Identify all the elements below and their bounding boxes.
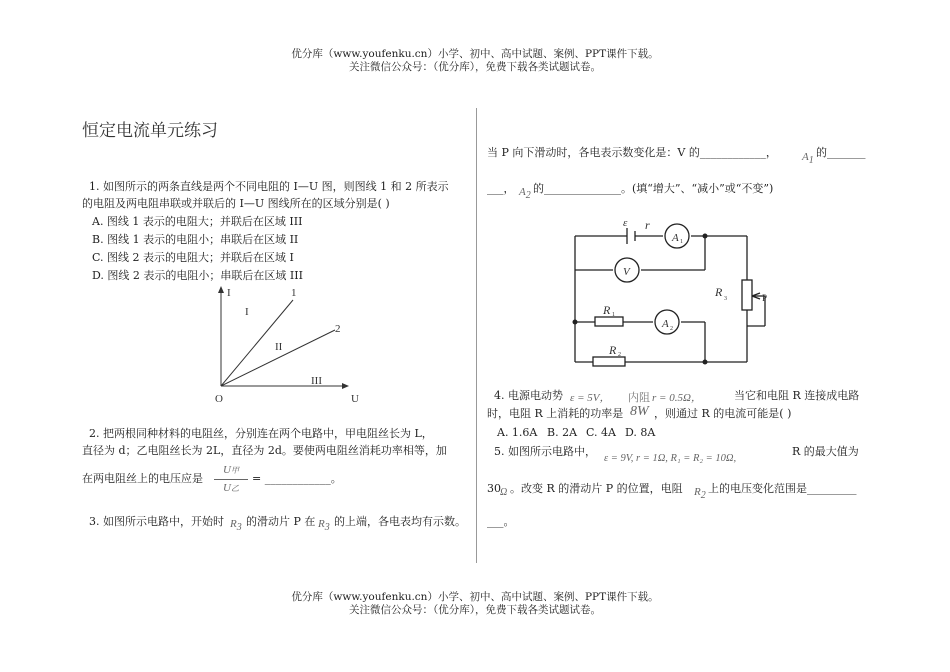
q1-option-a: A. 图线 1 表示的电阻大；并联后在区域 III — [92, 215, 303, 228]
graph-y-axis-label: I — [227, 287, 231, 299]
q5-r2-symbol: R — [694, 486, 701, 498]
circuit-r1-sub: 1 — [612, 312, 615, 318]
header-line-1: 优分库（www.youfenku.cn）小学、初中、高中试题、案例、PPT课件下载。 — [291, 48, 659, 60]
footer-line-2: 关注微信公众号：（优分库），免费下载各类试题试卷。 — [349, 604, 601, 616]
graph-line-1-label: 1 — [291, 287, 297, 299]
q5-given-values: ε = 9V, r = 1Ω, R₁ = R₂ = 10Ω, — [604, 453, 737, 464]
q4-line-2-post: ，则通过 R 的电流可能是( ) — [654, 407, 792, 420]
q3-a2-meter-ref — [519, 185, 531, 201]
q5-omega: Ω — [500, 487, 508, 498]
q5-line-3: ___。 — [487, 515, 515, 528]
circuit-r3-label: R — [715, 285, 723, 299]
q4-option-a: A. 1.6A — [497, 426, 538, 439]
q4-line-pre: 4. 电源电动势 — [494, 389, 563, 402]
q3-line-mid: 的滑动片 P 在 — [246, 515, 316, 528]
q4-line-2-pre: 时，电阻 R 上消耗的功率是 — [487, 407, 624, 420]
circuit-a1-sub: 1 — [680, 239, 683, 245]
q2-frac-num-sub: 甲 — [230, 466, 239, 475]
q2-frac-num: U — [223, 464, 231, 476]
q5-line-pre: 5. 如图所示电路中， — [494, 445, 596, 458]
q2-frac-den: U — [223, 482, 231, 494]
graph-region-2-label: II — [275, 341, 283, 353]
graph-x-axis-label: U — [351, 393, 359, 405]
circuit-r-label: r — [645, 218, 650, 232]
q4-power-value: 8W — [630, 404, 649, 419]
q4-emf-value: ε = 5V， — [570, 392, 611, 404]
graph-region-1-label: I — [245, 306, 249, 318]
column-divider — [476, 108, 477, 563]
q3-a2-symbol: A — [519, 186, 526, 198]
circuit-r2-sub: 2 — [618, 352, 621, 358]
q2-line-3-pre: 在两电阻丝上的电压应是 — [82, 472, 203, 485]
q3-r3-b-sub: 3 — [324, 522, 330, 534]
q4-internal-resistance-label: 内阻 — [628, 391, 650, 404]
circuit-r1-label: R — [603, 303, 611, 317]
q5-r2-sub: 2 — [700, 490, 706, 502]
q3-cont-line-2-pre: ___， — [487, 182, 515, 195]
q3-r3-a-symbol: R — [230, 518, 237, 530]
q3-line-post: 的上端，各电表均有示数。 — [334, 515, 466, 528]
q2-line-2: 直径为 d；乙电阻丝长为 2L，直径为 2d。要使两电阻丝消耗功率相等，加 — [82, 444, 447, 457]
q3-a1-symbol: A — [802, 151, 809, 163]
q3-r3-b-symbol: R — [318, 518, 325, 530]
circuit-p-label: P — [762, 293, 768, 303]
circuit-emf-label: ε — [623, 217, 628, 229]
graph-line-2-label: 2 — [335, 323, 341, 335]
q3-r3-a — [230, 517, 242, 533]
circuit-v-label: V — [623, 266, 630, 278]
q3-cont-line-1-pre: 当 P 向下滑动时，各电表示数变化是：V 的____________， — [487, 146, 777, 159]
q2-voltage-ratio — [214, 462, 248, 497]
q2-frac-den-sub: 乙 — [230, 484, 239, 493]
q3-a1-sub: 1 — [808, 155, 814, 167]
q5-line-post: R 的最大值为 — [792, 445, 859, 458]
header-line-2: 关注微信公众号：（优分库），免费下载各类试题试卷。 — [349, 61, 601, 73]
q3-a2-sub: 2 — [525, 190, 531, 202]
q1-option-c: C. 图线 2 表示的电阻大；并联后在区域 I — [92, 251, 294, 264]
q3-r3-a-sub: 3 — [236, 522, 242, 534]
q4-line-post: 当它和电阻 R 连接成电路 — [734, 389, 860, 402]
q3-cont-line-1-post: 的_______ — [816, 146, 866, 159]
graph-region-3-label: III — [311, 375, 322, 387]
q1-line-1: 1. 如图所示的两条直线是两个不同电阻的 I—U 图，则图线 1 和 2 所表示 — [89, 180, 449, 193]
q5-line-2-pre: 30 — [487, 482, 501, 495]
circuit-a1-label: A — [672, 232, 679, 244]
page-title: 恒定电流单元练习 — [82, 121, 218, 141]
q3-circuit-diagram — [565, 210, 785, 370]
q1-line-2: 的电阻及两电阻串联或并联后的 I—U 图线所在的区域分别是( ) — [82, 197, 390, 210]
circuit-a2-label: A — [662, 318, 669, 330]
q2-line-3-post: = ____________。 — [252, 472, 342, 485]
q5-line-2-mid: 。改变 R 的滑动片 P 的位置，电阻 — [510, 482, 683, 495]
q2-line-1: 2. 把两根同种材料的电阻丝，分别连在两个电路中，甲电阻丝长为 L， — [89, 427, 433, 440]
q4-option-b: B. 2A — [547, 426, 578, 439]
q4-internal-resistance-value: r = 0.5Ω， — [652, 392, 702, 404]
q4-option-c: C. 4A — [586, 426, 616, 439]
circuit-r3-sub: 3 — [724, 296, 727, 302]
circuit-r2-label: R — [609, 343, 617, 357]
footer-line-1: 优分库（www.youfenku.cn）小学、初中、高中试题、案例、PPT课件下载。 — [291, 591, 659, 603]
iu-graph — [205, 284, 365, 406]
graph-origin-label: O — [215, 393, 223, 405]
q1-option-b: B. 图线 1 表示的电阻小；串联后在区域 II — [92, 233, 299, 246]
q3-a1-meter-ref — [802, 150, 814, 166]
q5-line-2-post: 上的电压变化范围是_________ — [708, 482, 857, 495]
q3-r3-b — [318, 517, 330, 533]
q5-r2-ref — [694, 485, 706, 501]
q3-line-pre: 3. 如图所示电路中，开始时 — [89, 515, 224, 528]
q3-cont-line-2-post: 的______________。(填“增大”、“减小”或“不变”) — [533, 182, 774, 195]
q1-option-d: D. 图线 2 表示的电阻小；串联后在区域 III — [92, 269, 303, 282]
circuit-a2-sub: 2 — [670, 326, 673, 332]
q4-option-d: D. 8A — [625, 426, 656, 439]
